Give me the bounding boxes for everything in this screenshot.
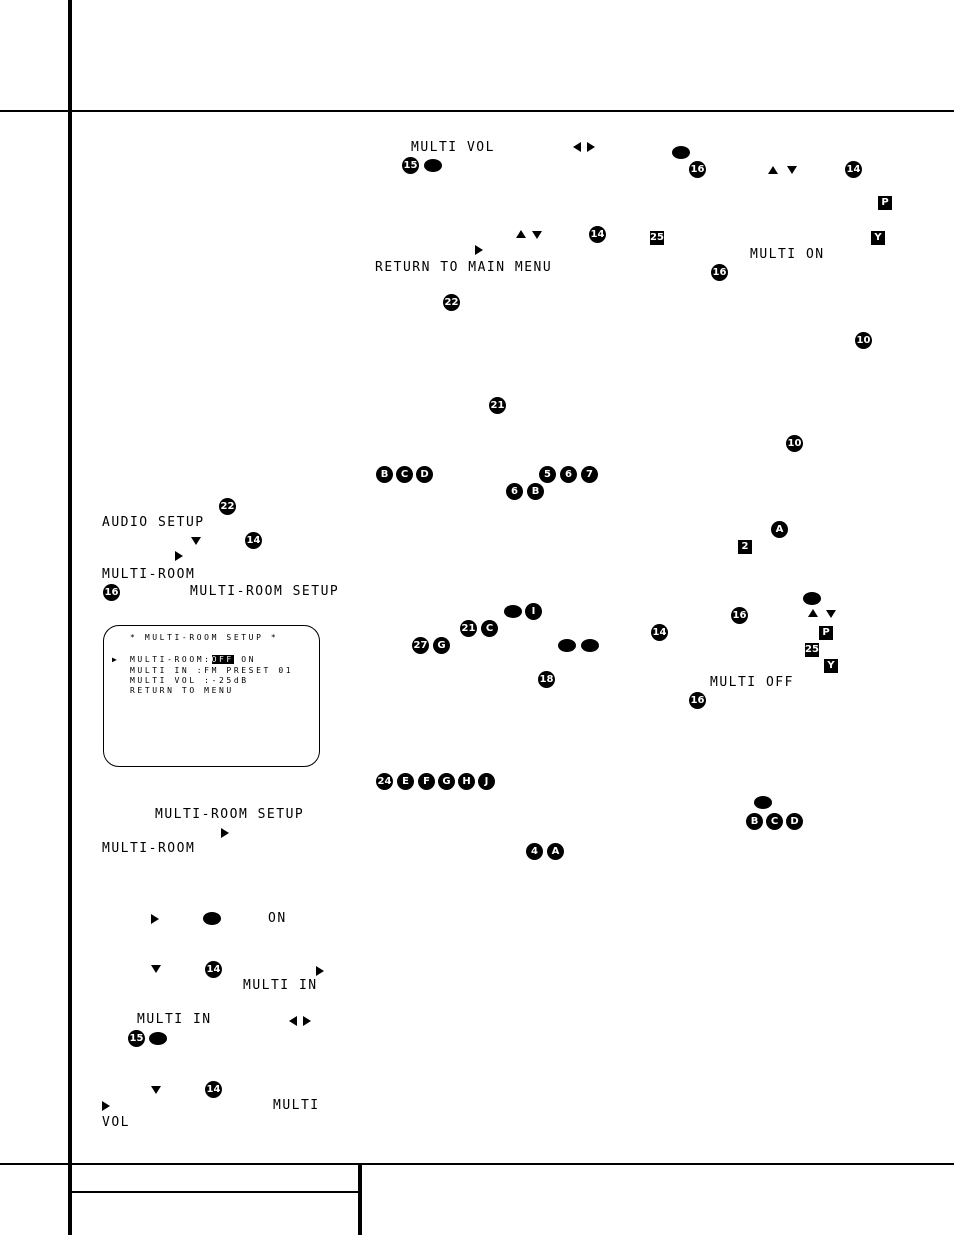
badge-H: H — [458, 773, 475, 790]
badge-14: 14 — [205, 1081, 222, 1098]
right-arrow-icon — [475, 245, 483, 255]
badge-14: 14 — [245, 532, 262, 549]
up-arrow-icon — [808, 609, 818, 617]
osd-multi-room-label: MULTI-ROOM: — [130, 655, 212, 664]
badge-6: 6 — [560, 466, 577, 483]
badge-10: 10 — [855, 332, 872, 349]
badge-6: 6 — [506, 483, 523, 500]
badge-14: 14 — [845, 161, 862, 178]
badge-21: 21 — [489, 397, 506, 414]
right-arrow-icon — [151, 914, 159, 924]
blank-badge — [672, 146, 690, 159]
multi-room-label: MULTI-ROOM — [102, 567, 196, 582]
multi-label: MULTI — [273, 1098, 320, 1113]
badge-B: B — [527, 483, 544, 500]
badge-J: J — [478, 773, 495, 790]
badge-C: C — [396, 466, 413, 483]
badge-16: 16 — [689, 161, 706, 178]
osd-multi-in-line: MULTI IN :FM PRESET 01 — [130, 666, 294, 675]
down-arrow-icon — [532, 231, 542, 239]
badge-B: B — [746, 813, 763, 830]
blank-badge — [203, 912, 221, 925]
multi-on-label: MULTI ON — [750, 247, 825, 262]
blank-badge — [504, 605, 522, 618]
up-arrow-icon — [516, 230, 526, 238]
square-badge-25: 25 — [805, 644, 819, 655]
badge-A: A — [771, 521, 788, 538]
badge-14: 14 — [651, 624, 668, 641]
multi-in-label-2: MULTI IN — [137, 1012, 212, 1027]
right-arrow-icon — [175, 551, 183, 561]
square-badge-2: 2 — [738, 540, 752, 554]
left-arrow-icon — [573, 142, 581, 152]
badge-I: I — [525, 603, 542, 620]
left-margin-rule — [68, 0, 72, 1235]
right-arrow-icon — [587, 142, 595, 152]
return-main-menu-label: RETURN TO MAIN MENU — [375, 260, 553, 275]
badge-D: D — [786, 813, 803, 830]
badge-18: 18 — [538, 671, 555, 688]
badge-E: E — [397, 773, 414, 790]
badge-5: 5 — [539, 466, 556, 483]
badge-C: C — [766, 813, 783, 830]
right-arrow-icon — [102, 1101, 110, 1111]
badge-24: 24 — [376, 773, 393, 790]
badge-B: B — [376, 466, 393, 483]
osd-multi-vol-line: MULTI VOL :-25dB — [130, 676, 249, 685]
down-arrow-icon — [191, 537, 201, 545]
vol-label: VOL — [102, 1115, 130, 1130]
badge-G: G — [438, 773, 455, 790]
footer-divider — [358, 1163, 362, 1235]
right-arrow-icon — [303, 1016, 311, 1026]
badge-16: 16 — [103, 584, 120, 601]
blank-badge — [581, 639, 599, 652]
badge-15: 15 — [402, 157, 419, 174]
badge-7: 7 — [581, 466, 598, 483]
badge-16: 16 — [731, 607, 748, 624]
down-arrow-icon — [151, 1086, 161, 1094]
multi-room-label-2: MULTI-ROOM — [102, 841, 196, 856]
blank-badge — [149, 1032, 167, 1045]
square-badge-Y: Y — [824, 659, 838, 673]
badge-14: 14 — [589, 226, 606, 243]
multi-off-label: MULTI OFF — [710, 675, 794, 690]
right-arrow-icon — [221, 828, 229, 838]
on-label: ON — [268, 911, 287, 926]
osd-title: * MULTI-ROOM SETUP * — [130, 633, 279, 642]
badge-4: 4 — [526, 843, 543, 860]
badge-27: 27 — [412, 637, 429, 654]
osd-cursor: ▶ — [112, 655, 120, 664]
footer-rule — [0, 1163, 954, 1165]
footer-inner-rule — [70, 1191, 360, 1193]
blank-badge — [424, 159, 442, 172]
multi-vol-label: MULTI VOL — [411, 140, 495, 155]
left-arrow-icon — [289, 1016, 297, 1026]
osd-screen — [103, 625, 320, 767]
blank-badge — [754, 796, 772, 809]
multi-room-setup-label-2: MULTI-ROOM SETUP — [155, 807, 305, 822]
badge-C: C — [481, 620, 498, 637]
badge-G: G — [433, 637, 450, 654]
square-badge-P: P — [819, 626, 833, 640]
badge-16: 16 — [711, 264, 728, 281]
square-badge-25: 25 — [650, 232, 664, 243]
badge-16: 16 — [689, 692, 706, 709]
badge-D: D — [416, 466, 433, 483]
multi-room-setup-label: MULTI-ROOM SETUP — [190, 584, 340, 599]
osd-multi-room-line — [130, 655, 256, 665]
badge-15: 15 — [128, 1030, 145, 1047]
down-arrow-icon — [151, 965, 161, 973]
badge-14: 14 — [205, 961, 222, 978]
header-rule — [0, 110, 954, 112]
badge-22: 22 — [443, 294, 460, 311]
badge-10: 10 — [786, 435, 803, 452]
square-badge-P: P — [878, 196, 892, 210]
osd-return-line: RETURN TO MENU — [130, 686, 234, 695]
badge-21: 21 — [460, 620, 477, 637]
blank-badge — [803, 592, 821, 605]
multi-in-label: MULTI IN — [243, 978, 318, 993]
down-arrow-icon — [826, 610, 836, 618]
osd-off-highlight: OFF — [211, 655, 234, 664]
square-badge-Y: Y — [871, 231, 885, 245]
up-arrow-icon — [768, 166, 778, 174]
blank-badge — [558, 639, 576, 652]
badge-A: A — [547, 843, 564, 860]
right-arrow-icon — [316, 966, 324, 976]
badge-F: F — [418, 773, 435, 790]
down-arrow-icon — [787, 166, 797, 174]
audio-setup-label: AUDIO SETUP — [102, 515, 205, 530]
badge-22: 22 — [219, 498, 236, 515]
osd-on-option: ON — [233, 655, 257, 664]
